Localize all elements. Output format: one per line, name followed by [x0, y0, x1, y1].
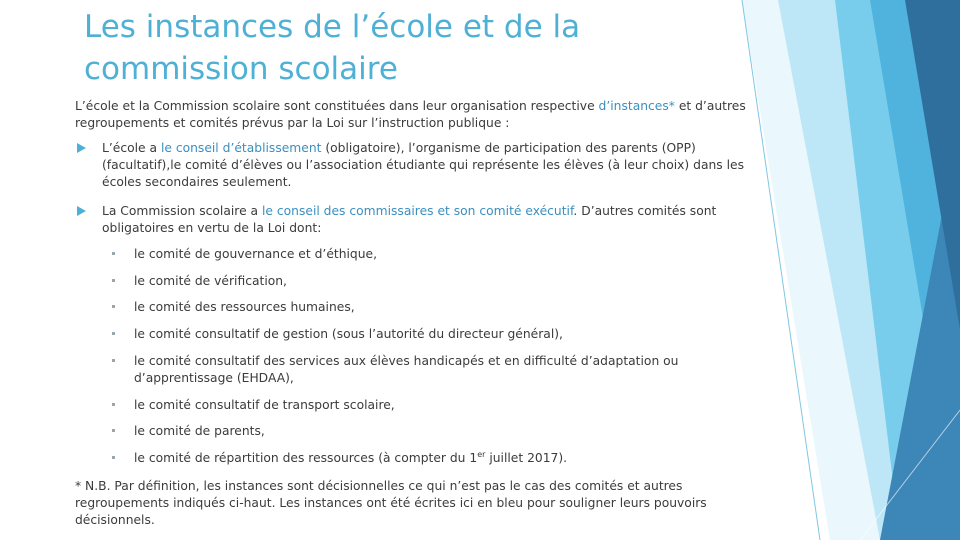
intro-text-start: L’école et la Commission scolaire sont constituées dans leur organisation respective	[75, 99, 599, 113]
footnote: * N.B. Par définition, les instances sont décisionnelles ce qui n’est pas le cas des comités et autres regroupements indiqués ci-haut. Les instances ont été écrites ici en bleu pour souligner leurs pouvoirs décisionnels.	[75, 479, 707, 527]
square-bullet-icon	[112, 359, 115, 362]
committee-item: le comité consultatif de transport scolaire,	[110, 397, 740, 414]
arrow-bullet-icon	[77, 143, 86, 153]
committee-item: le comité consultatif des services aux élèves handicapés et en difficulté d’adaptation ou d’apprentissage (EHDAA),	[110, 353, 740, 387]
bullet-commission	[75, 203, 775, 237]
square-bullet-icon	[112, 429, 115, 432]
slide-title: Les instances de l’école et de la commission scolaire	[84, 9, 581, 87]
committee-item: le comité consultatif de gestion (sous l’autorité du directeur général),	[110, 326, 740, 343]
committee-item-last: le comité de répartition des ressources (à compter du 1er juillet 2017).	[110, 450, 740, 467]
intro-text-end: et d’autres regroupements et comités prévus par la Loi sur l’instruction publique :	[75, 99, 746, 130]
intro-highlight: d’instances*	[598, 99, 675, 113]
bullet-school-highlight: le conseil d’établissement	[160, 141, 322, 155]
square-bullet-icon	[112, 403, 115, 406]
committee-item: le comité des ressources humaines,	[110, 299, 740, 316]
committee-item: le comité de parents,	[110, 423, 740, 440]
arrow-bullet-icon	[77, 206, 86, 216]
square-bullet-icon	[112, 332, 115, 335]
bullet-commission-text: La Commission scolaire a le conseil des commissaires et son comité exécutif. D’autres comités sont obligatoires en vertu de la Loi dont:	[102, 204, 717, 235]
square-bullet-icon	[112, 252, 115, 255]
square-bullet-icon	[112, 305, 115, 308]
intro-paragraph	[75, 98, 775, 132]
square-bullet-icon	[112, 456, 115, 459]
square-bullet-icon	[112, 279, 115, 282]
committee-item: le comité de vérification,	[110, 273, 740, 290]
bullet-commission-highlight: le conseil des commissaires et son comité exécutif	[262, 204, 574, 218]
bullet-school	[75, 140, 775, 191]
bullet-school-text: L’école a le conseil d’établissement (obligatoire), l’organisme de participation des parents (OPP) (facultatif),le comité d’élèves ou l’association étudiante qui représente les élèves (à leur choix) dans les écoles secondaires seulement.	[102, 141, 744, 189]
committee-item: le comité de gouvernance et d’éthique,	[110, 246, 740, 263]
